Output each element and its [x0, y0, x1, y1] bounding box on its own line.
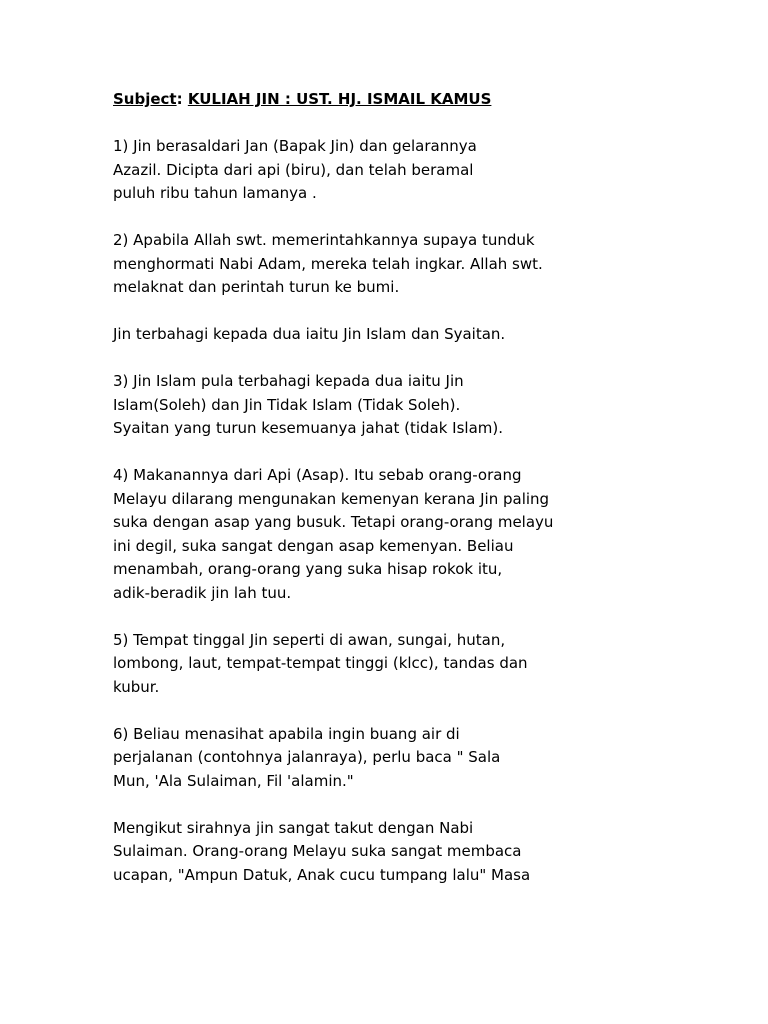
text-line: adik-beradik jin lah tuu. — [113, 583, 292, 602]
paragraph-7 — [113, 723, 713, 794]
paragraph-8 — [113, 817, 713, 888]
text-line: menambah, orang-orang yang suka hisap rokok itu, — [113, 560, 503, 578]
text-line: lombong, laut, tempat-tempat tinggi (klcc), tandas dan — [113, 654, 528, 672]
subject-title: KULIAH JIN : UST. HJ. ISMAIL KAMUS — [187, 90, 492, 108]
text-line: suka dengan asap yang busuk. Tetapi orang-orang melayu — [113, 513, 554, 531]
text-line: Sulaiman. Orang-orang Melayu suka sangat membaca — [113, 842, 522, 860]
subject-line — [113, 88, 713, 112]
text-line: 4) Makanannya dari Api (Asap). Itu sebab orang-orang — [113, 466, 522, 484]
subject-separator: : — [176, 90, 188, 108]
text-line: 5) Tempat tinggal Jin seperti di awan, sungai, hutan, — [113, 630, 506, 649]
paragraphs-container — [113, 135, 713, 887]
paragraph-2 — [113, 229, 713, 300]
text-line: Jin terbahagi kepada dua iaitu Jin Islam dan Syaitan. — [113, 325, 506, 343]
text-line: Mun, 'Ala Sulaiman, Fil 'alamin." — [113, 771, 354, 790]
paragraph-6 — [113, 629, 713, 700]
text-line: ucapan, "Ampun Datuk, Anak cucu tumpang lalu" Masa — [113, 865, 531, 884]
subject-label: Subject — [113, 90, 177, 108]
text-line: Syaitan yang turun kesemuanya jahat (tidak Islam). — [113, 419, 503, 437]
text-line: ini degil, suka sangat dengan asap kemenyan. Beliau — [113, 536, 514, 555]
text-line: puluh ribu tahun lamanya . — [113, 184, 317, 202]
document-page — [113, 88, 713, 911]
text-line: 1) Jin berasaldari Jan (Bapak Jin) dan gelarannya — [113, 137, 477, 155]
text-line: Islam(Soleh) dan Jin Tidak Islam (Tidak Soleh). — [113, 395, 461, 414]
text-line: Azazil. Dicipta dari api (biru), dan telah beramal — [113, 160, 474, 179]
text-line: kubur. — [113, 677, 160, 696]
text-line: perjalanan (contohnya jalanraya), perlu baca " Sala — [113, 748, 501, 766]
text-line: 3) Jin Islam pula terbahagi kepada dua iaitu Jin — [113, 372, 464, 390]
paragraph-4 — [113, 370, 713, 441]
text-line: menghormati Nabi Adam, mereka telah ingkar. Allah swt. — [113, 254, 543, 273]
text-line: 6) Beliau menasihat apabila ingin buang air di — [113, 724, 460, 743]
paragraph-5 — [113, 464, 713, 605]
text-line: 2) Apabila Allah swt. memerintahkannya supaya tunduk — [113, 231, 535, 249]
paragraph-1 — [113, 135, 713, 206]
text-line: melaknat dan perintah turun ke bumi. — [113, 278, 400, 296]
paragraph-3 — [113, 323, 713, 347]
text-line: Melayu dilarang mengunakan kemenyan kerana Jin paling — [113, 489, 550, 508]
text-line: Mengikut sirahnya jin sangat takut dengan Nabi — [113, 818, 474, 837]
